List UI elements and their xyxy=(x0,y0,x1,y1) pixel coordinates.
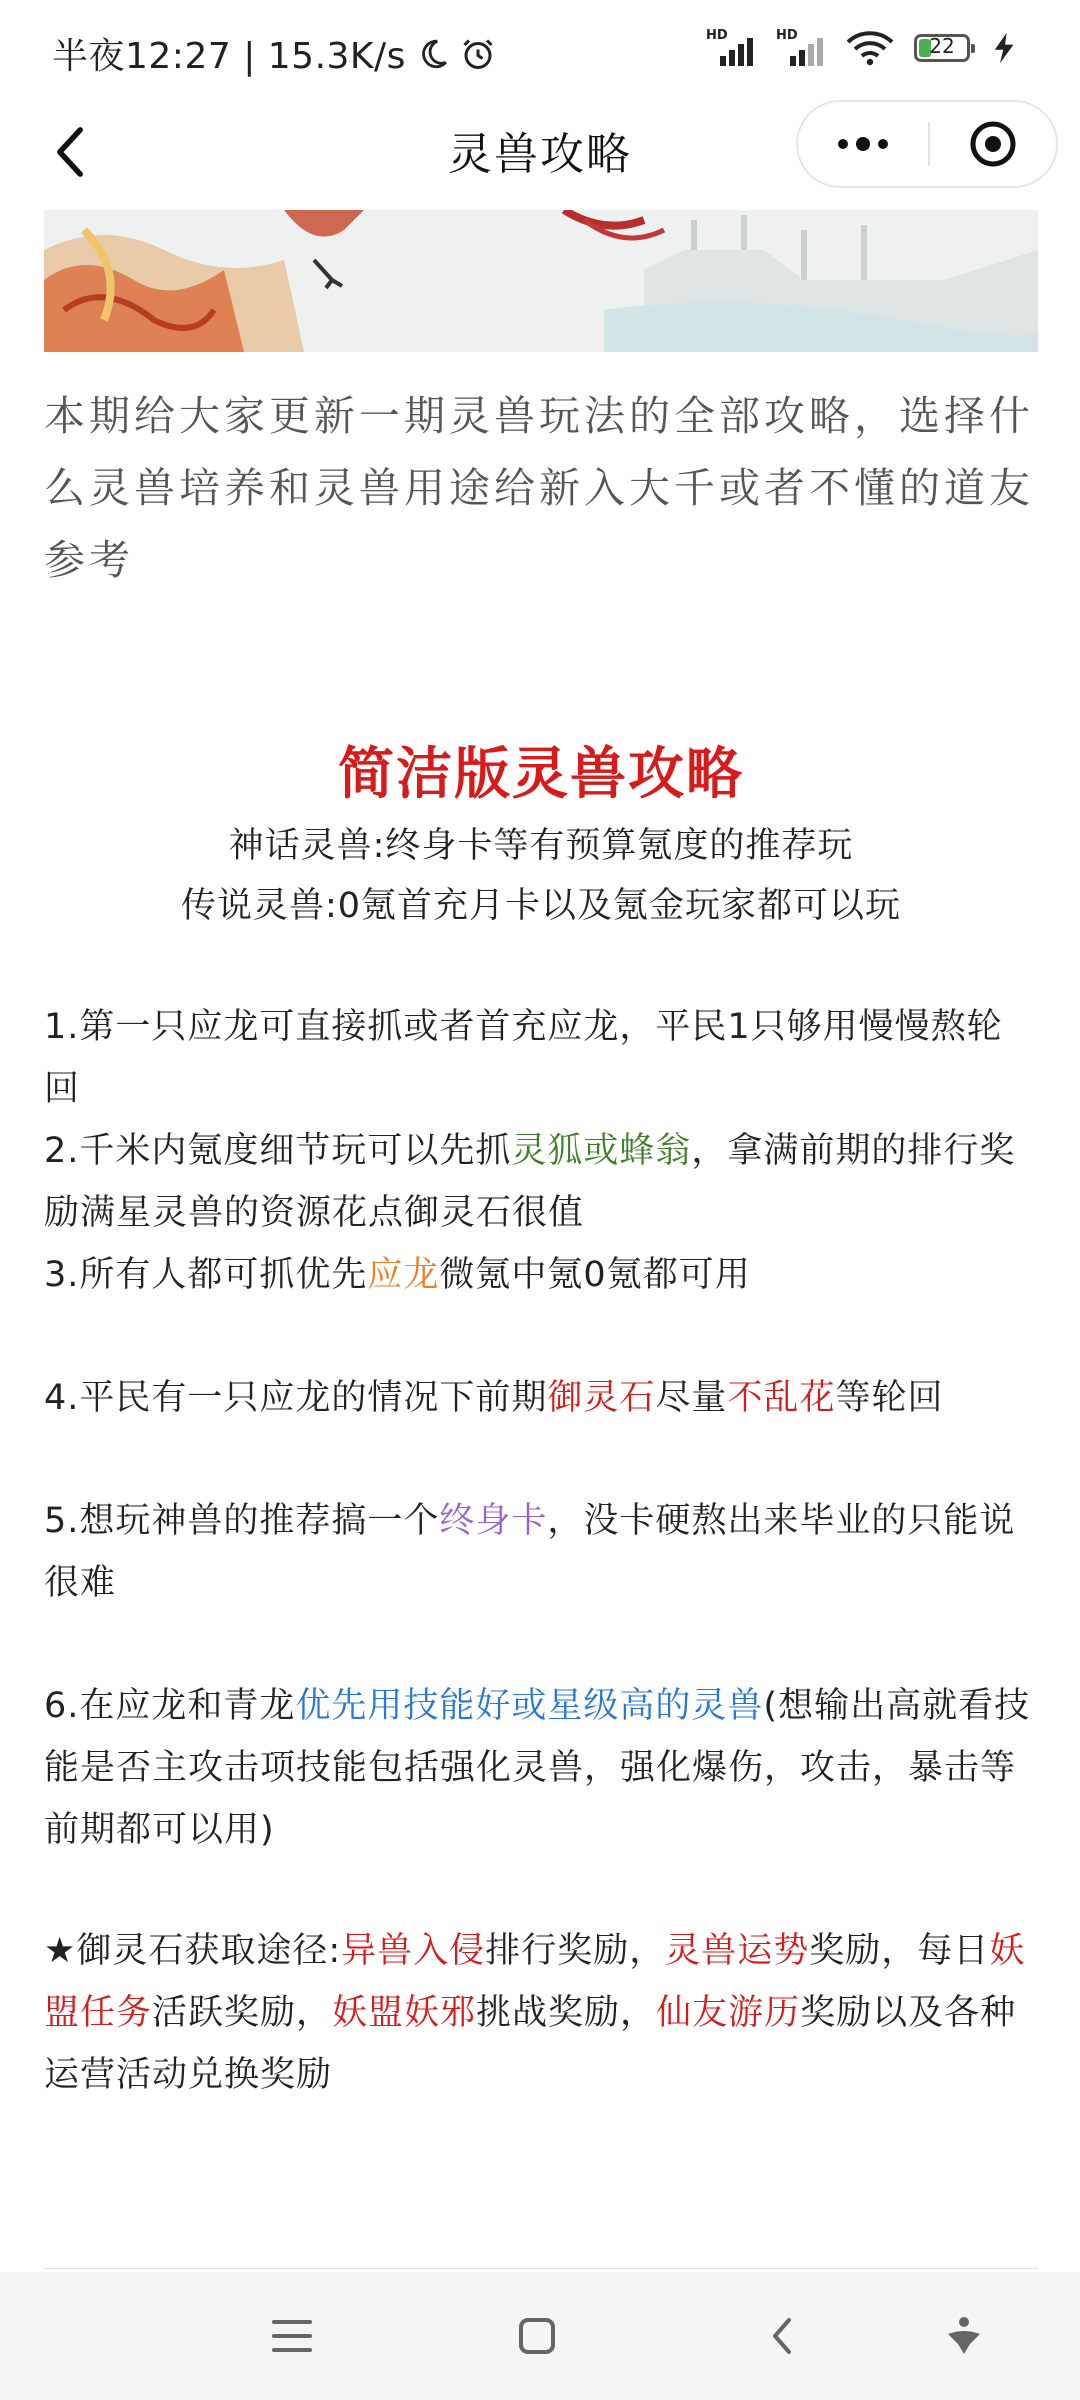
signal-label-2: HD xyxy=(776,28,798,43)
battery-level: 22 xyxy=(929,34,955,58)
signal-icon xyxy=(706,30,756,66)
sources-highlight-5: 仙友游历 xyxy=(656,1993,801,2033)
system-nav-bar xyxy=(0,2272,1080,2400)
sources-highlight-1: 异兽入侵 xyxy=(341,1931,486,1971)
content-divider xyxy=(44,2268,1038,2269)
sources-highlight-2: 灵兽运势 xyxy=(665,1931,810,1971)
tip-4-text-a: 4.平民有一只应龙的情况下前期 xyxy=(44,1378,548,1418)
status-time-speed: 半夜12:27 | 15.3K/s xyxy=(52,36,406,77)
home-square-icon xyxy=(517,2316,557,2356)
article-banner-image xyxy=(44,210,1038,352)
sources-highlight-4: 妖盟妖邪 xyxy=(332,1993,477,2033)
tip-4-highlight-2: 不乱花 xyxy=(727,1378,836,1418)
sources-text-d: 活跃奖励， xyxy=(152,1993,333,2033)
battery-icon xyxy=(914,34,970,62)
phoenix-illustration xyxy=(44,210,1038,352)
summary-line-2: 传说灵兽:0氪首充月卡以及氪金玩家都可以玩 xyxy=(180,886,902,926)
tip-3-text-b: 微氪中氪0氪都可用 xyxy=(439,1255,751,1295)
tip-4 xyxy=(44,1367,1038,1429)
nav-bar xyxy=(0,100,1080,208)
tip-5-text-a: 5.想玩神兽的推荐搞一个 xyxy=(44,1501,440,1541)
status-right xyxy=(706,30,1020,66)
tip-2 xyxy=(44,1120,1038,1244)
sources-text-b: 排行奖励， xyxy=(485,1931,666,1971)
tip-6-highlight: 优先用技能好或星级高的灵兽 xyxy=(295,1686,764,1726)
assistant-button[interactable] xyxy=(932,2304,996,2368)
tip-5-highlight: 终身卡 xyxy=(439,1501,548,1541)
tip-6-text-b: (想输出高就看技能是否主攻击项技能包括强化灵兽，强化爆伤，攻击，暴击等前期都可以用) xyxy=(44,1686,1031,1850)
status-bar xyxy=(0,0,1080,100)
tip-4-text-b: 尽量 xyxy=(655,1378,728,1418)
sources-highlight-3: 妖盟任务 xyxy=(44,1931,1026,2033)
spirit-stone-sources xyxy=(44,1920,1038,2106)
menu-icon xyxy=(270,2316,314,2356)
signal-icon-2 xyxy=(776,30,826,66)
sources-text-e: 挑战奖励， xyxy=(476,1993,657,2033)
tip-6 xyxy=(44,1675,1038,1861)
article-content xyxy=(44,380,1038,2095)
article-intro: 本期给大家更新一期灵兽玩法的全部攻略，选择什么灵兽培养和灵兽用途给新入大千或者不懂的道友参考 xyxy=(44,392,1034,584)
recent-apps-button[interactable] xyxy=(260,2304,324,2368)
sources-text-c: 奖励，每日 xyxy=(809,1931,990,1971)
sources-text-a: ★御灵石获取途径: xyxy=(44,1931,342,1971)
moon-icon xyxy=(416,37,450,71)
tip-5-text-b: ，没卡硬熬出来毕业的只能说很难 xyxy=(44,1501,1016,1603)
close-mini-program-button[interactable] xyxy=(930,102,1056,186)
section-title: 简洁版灵兽攻略 xyxy=(338,742,744,807)
tip-3-highlight: 应龙 xyxy=(367,1255,440,1295)
alarm-icon xyxy=(460,36,496,72)
status-left xyxy=(52,28,496,79)
more-button[interactable] xyxy=(798,102,928,186)
sources-text-f: 奖励以及各种运营活动兑换奖励 xyxy=(44,1993,1017,2095)
mini-program-capsule xyxy=(796,100,1058,188)
summary-line-1: 神话灵兽:终身卡等有预算氪度的推荐玩 xyxy=(228,826,854,866)
page-title: 灵兽攻略 xyxy=(448,129,632,180)
charging-icon xyxy=(990,31,1020,65)
system-back-button[interactable] xyxy=(750,2304,814,2368)
tip-4-text-c: 等轮回 xyxy=(835,1378,944,1418)
tip-2-text-a: 2.千米内氪度细节玩可以先抓 xyxy=(44,1131,512,1171)
home-button[interactable] xyxy=(505,2304,569,2368)
assistant-icon xyxy=(944,2314,984,2358)
tip-3-text-a: 3.所有人都可抓优先 xyxy=(44,1255,368,1295)
wifi-icon xyxy=(846,30,894,66)
tip-5 xyxy=(44,1490,1038,1614)
tip-3 xyxy=(44,1244,1038,1306)
tip-2-highlight: 灵狐或蜂翁 xyxy=(511,1131,692,1171)
tip-1: 1.第一只应龙可直接抓或者首充应龙，平民1只够用慢慢熬轮回 xyxy=(44,1007,1003,1109)
target-icon xyxy=(968,119,1018,169)
tip-4-highlight-1: 御灵石 xyxy=(547,1378,656,1418)
back-arrow-icon xyxy=(767,2314,797,2358)
tip-2-text-b: ，拿满前期的排行奖励满星灵兽的资源花点御灵石很值 xyxy=(44,1131,1016,1233)
more-dots-icon xyxy=(833,134,893,154)
tip-6-text-a: 6.在应龙和青龙 xyxy=(44,1686,296,1726)
signal-label: HD xyxy=(706,28,728,43)
